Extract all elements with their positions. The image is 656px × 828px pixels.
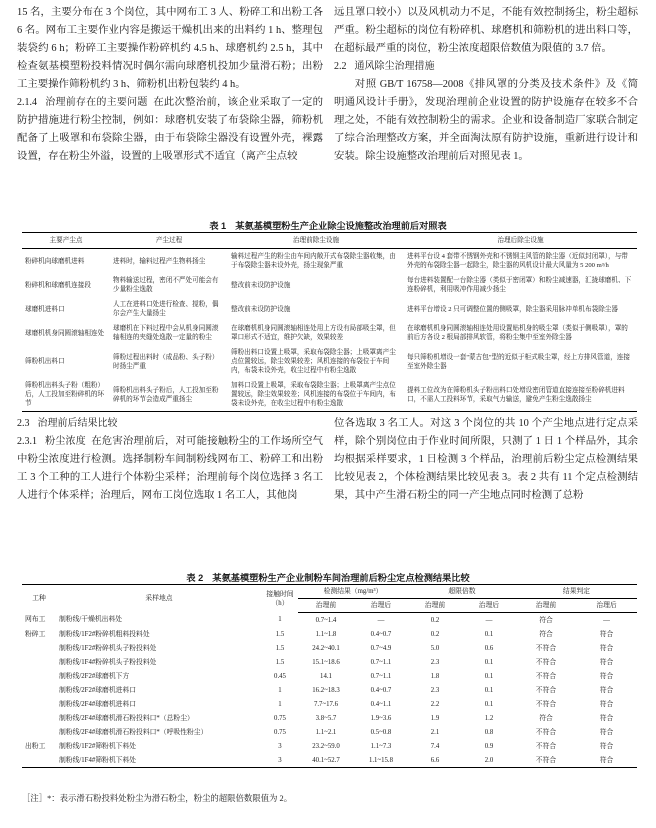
table-cell: 制粉线/2F4#球磨机滑石粉投料口*（总粉尘） — [59, 714, 194, 722]
table-cell: 0.75 — [274, 714, 286, 722]
table-cell: 制粉线/2F2#球磨机下方 — [59, 672, 130, 680]
table-cell: 粉碎工 — [25, 630, 46, 638]
section-2-3-heading — [17, 415, 323, 433]
table-cell: 0.5~0.8 — [370, 728, 392, 736]
table-row — [22, 297, 637, 321]
table-cell: 0.4~1.1 — [370, 700, 392, 708]
table-row — [22, 321, 637, 345]
column-header: 治理前 — [408, 599, 462, 613]
table-cell: 制粉线/1F2#筛粉机下料处 — [59, 742, 137, 750]
table-cell: 0.9 — [484, 742, 494, 750]
section-text: 在此次整治前，该企业采取了一定的防护措施进行粉尘控制，例如：球磨机安装了布袋除尘器，筛粉机配备了上吸罩和布袋除尘器，由于布袋除尘器没有设置外壳，裸露设置，存在粉尘外溢，设置的上吸罩形式不适宜（离产尘点较 — [17, 97, 324, 162]
table-cell: 2.0 — [462, 753, 516, 768]
table-row — [22, 378, 637, 412]
column-header: 治理后 — [354, 599, 408, 613]
table2-note: ［注］*：表示滑石粉投料处粉尘为滑石粉尘，粉尘的超限倍数限值为 2。 — [22, 794, 293, 803]
table-cell: 制粉线/2F4#球磨机滑石粉投料口*（呼吸性粉尘） — [59, 728, 208, 736]
header-unit: （h） — [271, 599, 289, 607]
table2 — [22, 584, 637, 768]
column-header: 治理前除尘设施 — [228, 233, 404, 249]
table-cell: 不符合 — [535, 672, 557, 680]
table-cell: 40.1~52.7 — [298, 753, 354, 768]
table-row — [22, 249, 637, 274]
table-cell: 球磨机机身同圆滚轴相连处 — [25, 329, 105, 337]
table-cell: 制粉线/1F4#粉碎机头子粉投料处 — [59, 658, 157, 666]
section-2-3-1 — [17, 433, 323, 505]
table-cell: 不符合 — [535, 700, 557, 708]
table-cell: 1.1~15.8 — [354, 753, 408, 768]
table-cell: 1.2 — [484, 714, 494, 722]
column-header: 工种 — [22, 585, 56, 613]
table-cell: 0.2 — [430, 630, 440, 638]
section-title: 治理前存在的主要问题 — [45, 97, 148, 108]
table-cell: 符合 — [539, 714, 553, 722]
table-cell: 进料时，输料过程产生物料扬尘 — [113, 257, 206, 265]
table-cell: 粉碎机和球磨机连接段 — [25, 281, 91, 289]
table-header-row — [22, 233, 637, 249]
table-cell: 1.1~7.3 — [370, 742, 392, 750]
table-cell: 0.6 — [484, 644, 494, 652]
table-cell: 筛粉出料口设置上吸罩，采取布袋除尘器；上吸罩离产尘点位置较远，除尘效果较差；风机连接的布袋位于车间内，布袋未设外壳，收尘过程中有粉尘逸散 — [231, 349, 396, 374]
table-cell: 符合 — [576, 753, 637, 768]
table-cell: 整改前未设防护设施 — [231, 305, 291, 313]
table-cell: 制粉线/2F2#球磨机进料口 — [59, 686, 137, 694]
table-cell: 筛粉机出料头子粉（粗粉）后，人工投加至粉碎机的环节 — [22, 378, 110, 412]
table-cell: 1 — [278, 686, 282, 694]
table-cell: 符合 — [599, 728, 614, 736]
table-row — [22, 641, 637, 655]
table-cell: 网布工 — [25, 616, 46, 624]
table-cell: 符合 — [599, 630, 614, 638]
table-cell: 提料工位改为在筛粉机头子粉出料口处增设密闭管道直接连接至粉碎机进料口，不需人工投料环节，采取气力输送，避免产生粉尘逸散扬尘 — [404, 378, 637, 412]
table2-caption: 表 2 某氨基模塑粉生产企业制粉车间治理前后粉尘定点检测结果比较 — [186, 573, 470, 583]
table-cell — [22, 641, 56, 655]
table-cell: 0.1 — [484, 700, 494, 708]
table-cell: 1 — [278, 700, 282, 708]
table-row — [22, 627, 637, 641]
table-row — [22, 345, 637, 378]
column-header: 产尘过程 — [110, 233, 228, 249]
table-cell: 1 — [278, 616, 282, 624]
right-column-top — [334, 4, 638, 166]
table-row — [22, 273, 637, 297]
table1-caption: 表 1 某氨基模塑粉生产企业除尘设施整改治理前后对照表 — [209, 221, 447, 231]
table-cell: 0.7~1.4 — [315, 616, 337, 624]
section-number: 2.3 — [17, 418, 30, 429]
section-text: 在危害治理前后，对可能接触粉尘的工作场所空气中粉尘浓度进行检测。选择制粉车间制粉线网布工、粉碎工和出粉工 3 个工种的工人进行个体粉尘采样；治理前每个岗位选择 3 名工人进行个体采样；治理后，网布工岗位选取 1 名工人，其他岗 — [17, 436, 324, 501]
table-cell: 1.1~2.1 — [315, 728, 337, 736]
table-cell: 筛粉过程出料时（成品粉、头子粉）时扬尘严重 — [113, 353, 219, 370]
table-cell: 不符合 — [535, 686, 557, 694]
table-cell: 0.1 — [484, 658, 494, 666]
table-cell: 筛粉机出料头子粉后，人工投加至粉碎机的环节会造成严重扬尘 — [110, 378, 228, 412]
table-cell: 球磨机在下料过程中会从机身同圆滚轴相连的夹缝处逸散一定量的粉尘 — [113, 325, 219, 341]
table-cell: 加料口设置上吸罩，采取布袋除尘器；上吸罩离产尘点位置较远，除尘效果较差；风机连接的布袋位于车间内，布袋未设外壳，在收尘过程中有粉尘逸散 — [228, 378, 404, 412]
section-number: 2.2 — [334, 61, 347, 72]
table-cell: — — [485, 616, 493, 624]
table-cell: 制粉线/1F4#筛粉机下料处 — [56, 753, 262, 768]
table-cell: 不符合 — [535, 658, 557, 666]
column-header: 主要产尘点 — [22, 233, 110, 249]
table-cell: 2.3 — [430, 686, 440, 694]
table-cell: 1.9 — [430, 714, 440, 722]
table-cell: 制粉线/2F4#球磨机进料口 — [59, 700, 137, 708]
column-header — [262, 585, 298, 613]
table-cell: 在球磨机机身同圆滚轴相连处用上方设有局部吸尘罩，但罩口形式不适宜，维护欠缺，效果较差 — [231, 325, 396, 341]
table-cell: 符合 — [599, 658, 614, 666]
section-2-2-heading — [334, 58, 638, 76]
table-cell — [22, 683, 56, 697]
left-column-top — [17, 4, 323, 166]
table-cell: 筛粉机出料口 — [25, 358, 65, 365]
right-column-mid — [334, 415, 638, 505]
table-row — [22, 655, 637, 669]
table-cell: 不符合 — [535, 728, 557, 736]
table-row — [22, 739, 637, 753]
table-cell: 符合 — [539, 616, 553, 624]
table-cell: 不符合 — [516, 753, 576, 768]
table-cell: 3 — [278, 742, 282, 750]
table-cell: 3.8~5.7 — [315, 714, 337, 722]
column-header: 治理后 — [576, 599, 637, 613]
section-number: 2.1.4 — [17, 97, 37, 108]
table-cell: 7.7~17.6 — [313, 700, 339, 708]
table-cell: 球磨机进料口 — [25, 305, 65, 313]
table-cell: 16.2~18.3 — [312, 686, 340, 694]
section-title: 粉尘浓度 — [45, 436, 86, 447]
table-cell: 1.9~3.6 — [370, 714, 392, 722]
table-row — [22, 753, 637, 768]
table-cell: — — [377, 616, 385, 624]
table-cell: 每只筛粉机增设一套"蒙古包"型的近似于柜式吸尘罩，经上方排风管道，连接至室外除尘器 — [407, 353, 630, 370]
table-cell: 0.4~0.7 — [370, 686, 392, 694]
table-cell: 符合 — [599, 686, 614, 694]
table-cell: 不符合 — [535, 742, 557, 750]
table-cell: 6.6 — [408, 753, 462, 768]
table-cell: 0.75 — [274, 728, 286, 736]
table-cell: 出粉工 — [25, 742, 46, 750]
table-cell: 3 — [262, 753, 298, 768]
table-cell: 0.2 — [430, 616, 440, 624]
table-cell: 2.2 — [430, 700, 440, 708]
table-cell: 符合 — [599, 742, 614, 750]
table-cell: 物料输送过程，密闭不严处可能会有少量粉尘逸散 — [113, 277, 219, 293]
table-cell: 整改前未设防护设施 — [231, 281, 291, 289]
table-cell: 23.2~59.0 — [312, 742, 340, 750]
table-cell: 0.1 — [484, 672, 494, 680]
table1 — [22, 232, 637, 412]
table-cell: 人工在进料口处进行检查、搅粉，偶尔会产生大量扬尘 — [113, 301, 219, 317]
table-cell: 粉碎机向球磨机进料 — [25, 257, 85, 265]
table-cell: 进料平台设 4 套带不锈钢外壳和不锈钢主风管的除尘器（近似封闭罩），与带外壳的布袋除尘器一起除尘，除尘器的风机设计最大风量为 5 200 m³/h — [407, 253, 628, 269]
column-group-header: 检测结果（mg/m³） — [298, 585, 408, 599]
table-cell: 24.2~40.1 — [312, 644, 340, 652]
table-cell: 1.5 — [275, 630, 285, 638]
left-column-mid — [17, 415, 323, 505]
table-cell: 进料平台增设 2 只可调整位置的侧吸罩，除尘器采用脉冲单机布袋除尘器 — [407, 305, 618, 313]
table-cell: 0.7~1.1 — [370, 672, 392, 680]
table-cell: 15.1~18.6 — [312, 658, 340, 666]
section-title: 治理前后结果比较 — [37, 418, 118, 429]
table-cell: 符合 — [599, 672, 614, 680]
table-row — [22, 711, 637, 725]
table-cell: 1.5 — [275, 644, 285, 652]
table-cell: 1.1~1.8 — [315, 630, 337, 638]
table-cell — [22, 711, 56, 725]
header-text: 接触时间 — [266, 590, 294, 598]
table-cell: 2.3 — [430, 658, 440, 666]
table-cell: 符合 — [599, 714, 614, 722]
table-cell: 0.1 — [484, 686, 494, 694]
table-cell: 14.1 — [320, 672, 332, 680]
paragraph: 远且罩口较小）以及风机动力不足，不能有效控制扬尘，粉尘超标严重。粉尘超标的岗位有粉碎机、球磨机和筛粉机的进出料口等，在超标最严重的岗位，粉尘浓度超限倍数值为限值的 3.7 倍。 — [334, 7, 638, 54]
column-header: 治理后除尘设施 — [404, 233, 637, 249]
paragraph: 对照 GB/T 16758—2008《排风罩的分类及技术条件》及《简明通风设计手册》，发现治理前企业设置的防护设施存在较多不合理之处，不能有效控制粉尘的需求。企业和设备制造厂家联合制定了综合治理整改方案，并全面淘汰原有防护设施，重新进行设计和安装。除尘设施整改治理前后对照见表 1。 — [334, 79, 638, 162]
table-cell: 制粉线/1F2#粉碎机粗料投料处 — [59, 630, 150, 638]
paragraph: 位各选取 3 名工人。对这 3 个岗位的共 10 个产尘地点进行定点采样，除个别岗位由于作业时间所限，只测了 1 日 1 个样品外，其余均根据采样要求，1 日检测 3 个样品，治理前后粉尘定点检测结果比较见表 2，个体检测结果比较见表 3。表 2 共有 11 个定点检测结果，其中产生滑石粉尘的同一产尘地点同时检测了总粉 — [334, 418, 638, 501]
table-row — [22, 683, 637, 697]
table-row — [22, 725, 637, 739]
section-title: 通风除尘治理措施 — [354, 61, 435, 72]
table-row — [22, 697, 637, 711]
table-cell: 每台进料装置配一台除尘器（类似于密闭罩）和粉尘减速器，汇拢球磨机、下连粉碎机，利用吸冲作用减少扬尘 — [407, 277, 632, 293]
table-cell: 0.7~1.1 — [370, 658, 392, 666]
table-cell: 0.1 — [484, 630, 494, 638]
table-row — [22, 669, 637, 683]
table-cell: 0.7~4.9 — [370, 644, 392, 652]
table-cell — [22, 697, 56, 711]
table-cell: 符合 — [599, 644, 614, 652]
column-header: 治理前 — [298, 599, 354, 613]
table-cell: 5.0 — [430, 644, 440, 652]
table-cell — [22, 669, 56, 683]
column-header: 采样地点 — [56, 585, 262, 613]
section-2-1-4 — [17, 94, 323, 166]
table-cell: 0.8 — [484, 728, 494, 736]
table-cell: 制粉线/1F2#粉碎机头子粉投料处 — [59, 644, 157, 652]
table-cell: 符合 — [599, 700, 614, 708]
table-cell: 7.4 — [430, 742, 440, 750]
table-cell: 0.4~0.7 — [370, 630, 392, 638]
table-cell: 输料过程产生的粉尘由车间内敞开式布袋除尘器收集，由于布袋除尘器未设外壳，扬尘现象严重 — [231, 253, 396, 269]
paragraph: 15 名，主要分布在 3 个岗位，其中网布工 3 人、粉碎工和出粉工各 6 名。网布工主要作业内容是搬运干燥机出来的出料约 1 h、整理包装袋约 6 h；粉碎工主要操作粉碎机约 4.5 h、球磨机约 2.5 h，其中检查氨基模塑粉投料情况时偶尔需向球磨机投加少量滑石粉；出粉工主要操作筛粉机约 3 h、筛粉机出粉包装约 4 h。 — [17, 7, 323, 90]
table-cell: 1.8 — [430, 672, 440, 680]
table-cell: 制粉线/干燥机出料处 — [59, 616, 123, 624]
table-cell: 在球磨机机身同圆滚轴相连处用设置贴机身的吸尘罩（类似于侧吸罩），罩的前后方各设 2 根局部排风软管，将粉尘集中至室外除尘器 — [407, 325, 628, 341]
table-cell — [22, 753, 56, 768]
column-header: 治理前 — [516, 599, 576, 613]
table-cell: — — [603, 616, 610, 624]
table-header-row — [22, 585, 637, 599]
table-cell — [22, 655, 56, 669]
table-row — [22, 613, 637, 628]
column-header: 治理后 — [462, 599, 516, 613]
table-cell — [22, 725, 56, 739]
table-cell: 1.5 — [275, 658, 285, 666]
table-cell: 0.45 — [274, 672, 286, 680]
table-cell: 2.1 — [430, 728, 440, 736]
column-group-header: 结果判定 — [516, 585, 637, 599]
column-group-header: 超限倍数 — [408, 585, 516, 599]
table-cell: 符合 — [539, 630, 553, 638]
section-number: 2.3.1 — [17, 436, 37, 447]
table-cell: 不符合 — [535, 644, 557, 652]
